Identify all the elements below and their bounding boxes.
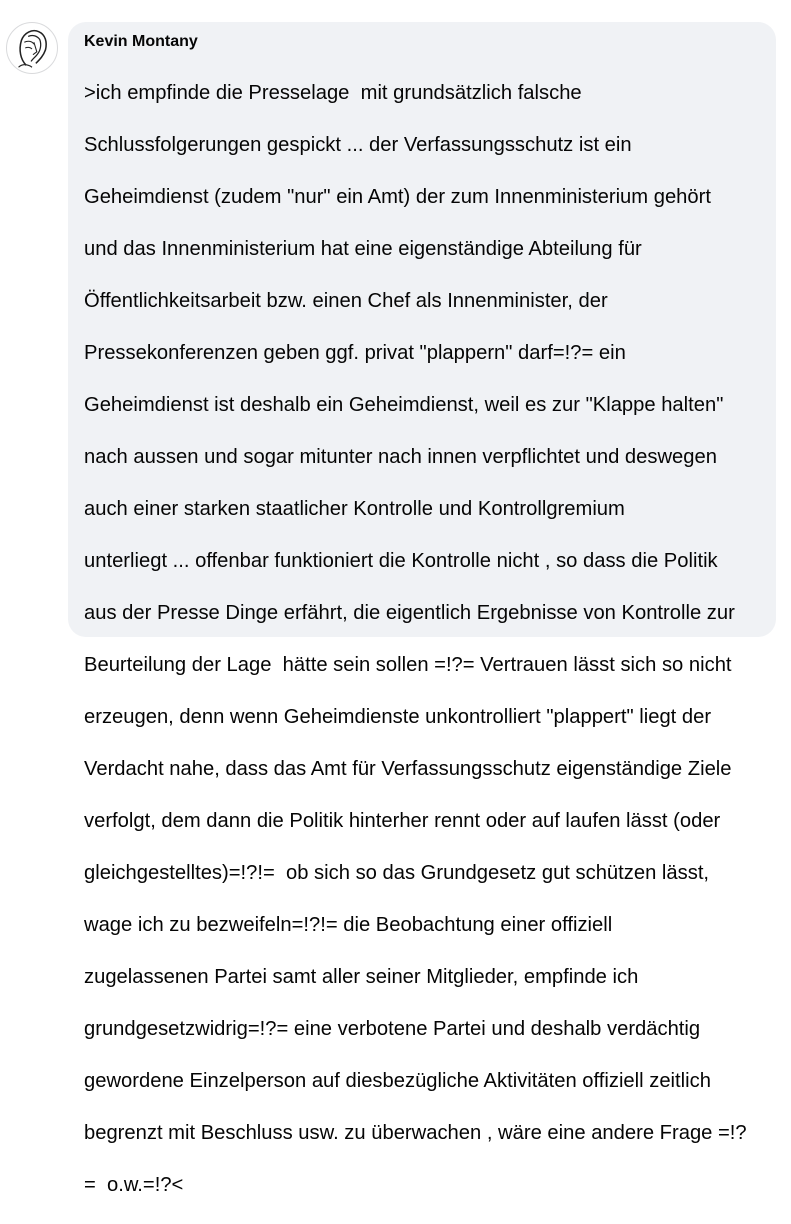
text-line: grundgesetzwidrig=!?= eine verbotene Partei und deshalb verdächtig	[84, 1018, 701, 1040]
text-line: Geheimdienst (zudem "nur" ein Amt) der zum Innenministerium gehört	[84, 186, 711, 208]
text-line: begrenzt mit Beschluss usw. zu überwachen , wäre eine andere Frage =!?	[84, 1122, 747, 1144]
text-line: Geheimdienst ist deshalb ein Geheimdienst, weil es zur "Klappe halten"	[84, 394, 724, 416]
comment-author[interactable]: Kevin Montany	[84, 33, 198, 50]
text-line: verfolgt, dem dann die Politik hinterher rennt oder auf laufen lässt (oder	[84, 810, 721, 832]
text-line: >ich empfinde die Presselage mit grundsätzlich falsche	[84, 82, 582, 104]
text-line: wage ich zu bezweifeln=!?!= die Beobachtung einer offiziell	[84, 914, 613, 936]
text-line: gewordene Einzelperson auf diesbezügliche Aktivitäten offiziell zeitlich	[84, 1070, 711, 1092]
comment-bubble	[68, 22, 776, 1196]
text-line: Beurteilung der Lage hätte sein sollen =!?= Vertrauen lässt sich so nicht	[84, 654, 732, 676]
text-line: = o.w.=!?<	[84, 1174, 184, 1196]
avatar[interactable]	[6, 22, 58, 74]
text-line: gleichgestelltes)=!?!= ob sich so das Grundgesetz gut schützen lässt,	[84, 862, 710, 884]
text-line: aus der Presse Dinge erfährt, die eigentlich Ergebnisse von Kontrolle zur	[84, 602, 735, 624]
text-line: Verdacht nahe, dass das Amt für Verfassungsschutz eigenständige Ziele	[84, 758, 732, 780]
text-line: Öffentlichkeitsarbeit bzw. einen Chef als Innenminister, der	[84, 290, 608, 312]
text-line: auch einer starken staatlicher Kontrolle und Kontrollgremium	[84, 498, 625, 520]
text-line: unterliegt ... offenbar funktioniert die Kontrolle nicht , so dass die Politik	[84, 550, 718, 572]
text-line: Schlussfolgerungen gespickt ... der Verfassungsschutz ist ein	[84, 134, 632, 156]
text-line: erzeugen, denn wenn Geheimdienste unkontrolliert "plappert" liegt der	[84, 706, 712, 728]
text-line: zugelassenen Partei samt aller seiner Mitglieder, empfinde ich	[84, 966, 639, 988]
sketch-portrait-icon	[7, 23, 57, 73]
comment-text	[84, 54, 774, 1224]
text-line: und das Innenministerium hat eine eigenständige Abteilung für	[84, 238, 642, 260]
text-line: nach aussen und sogar mitunter nach innen verpflichtet und deswegen	[84, 446, 717, 468]
text-line: Pressekonferenzen geben ggf. privat "plappern" darf=!?= ein	[84, 342, 626, 364]
